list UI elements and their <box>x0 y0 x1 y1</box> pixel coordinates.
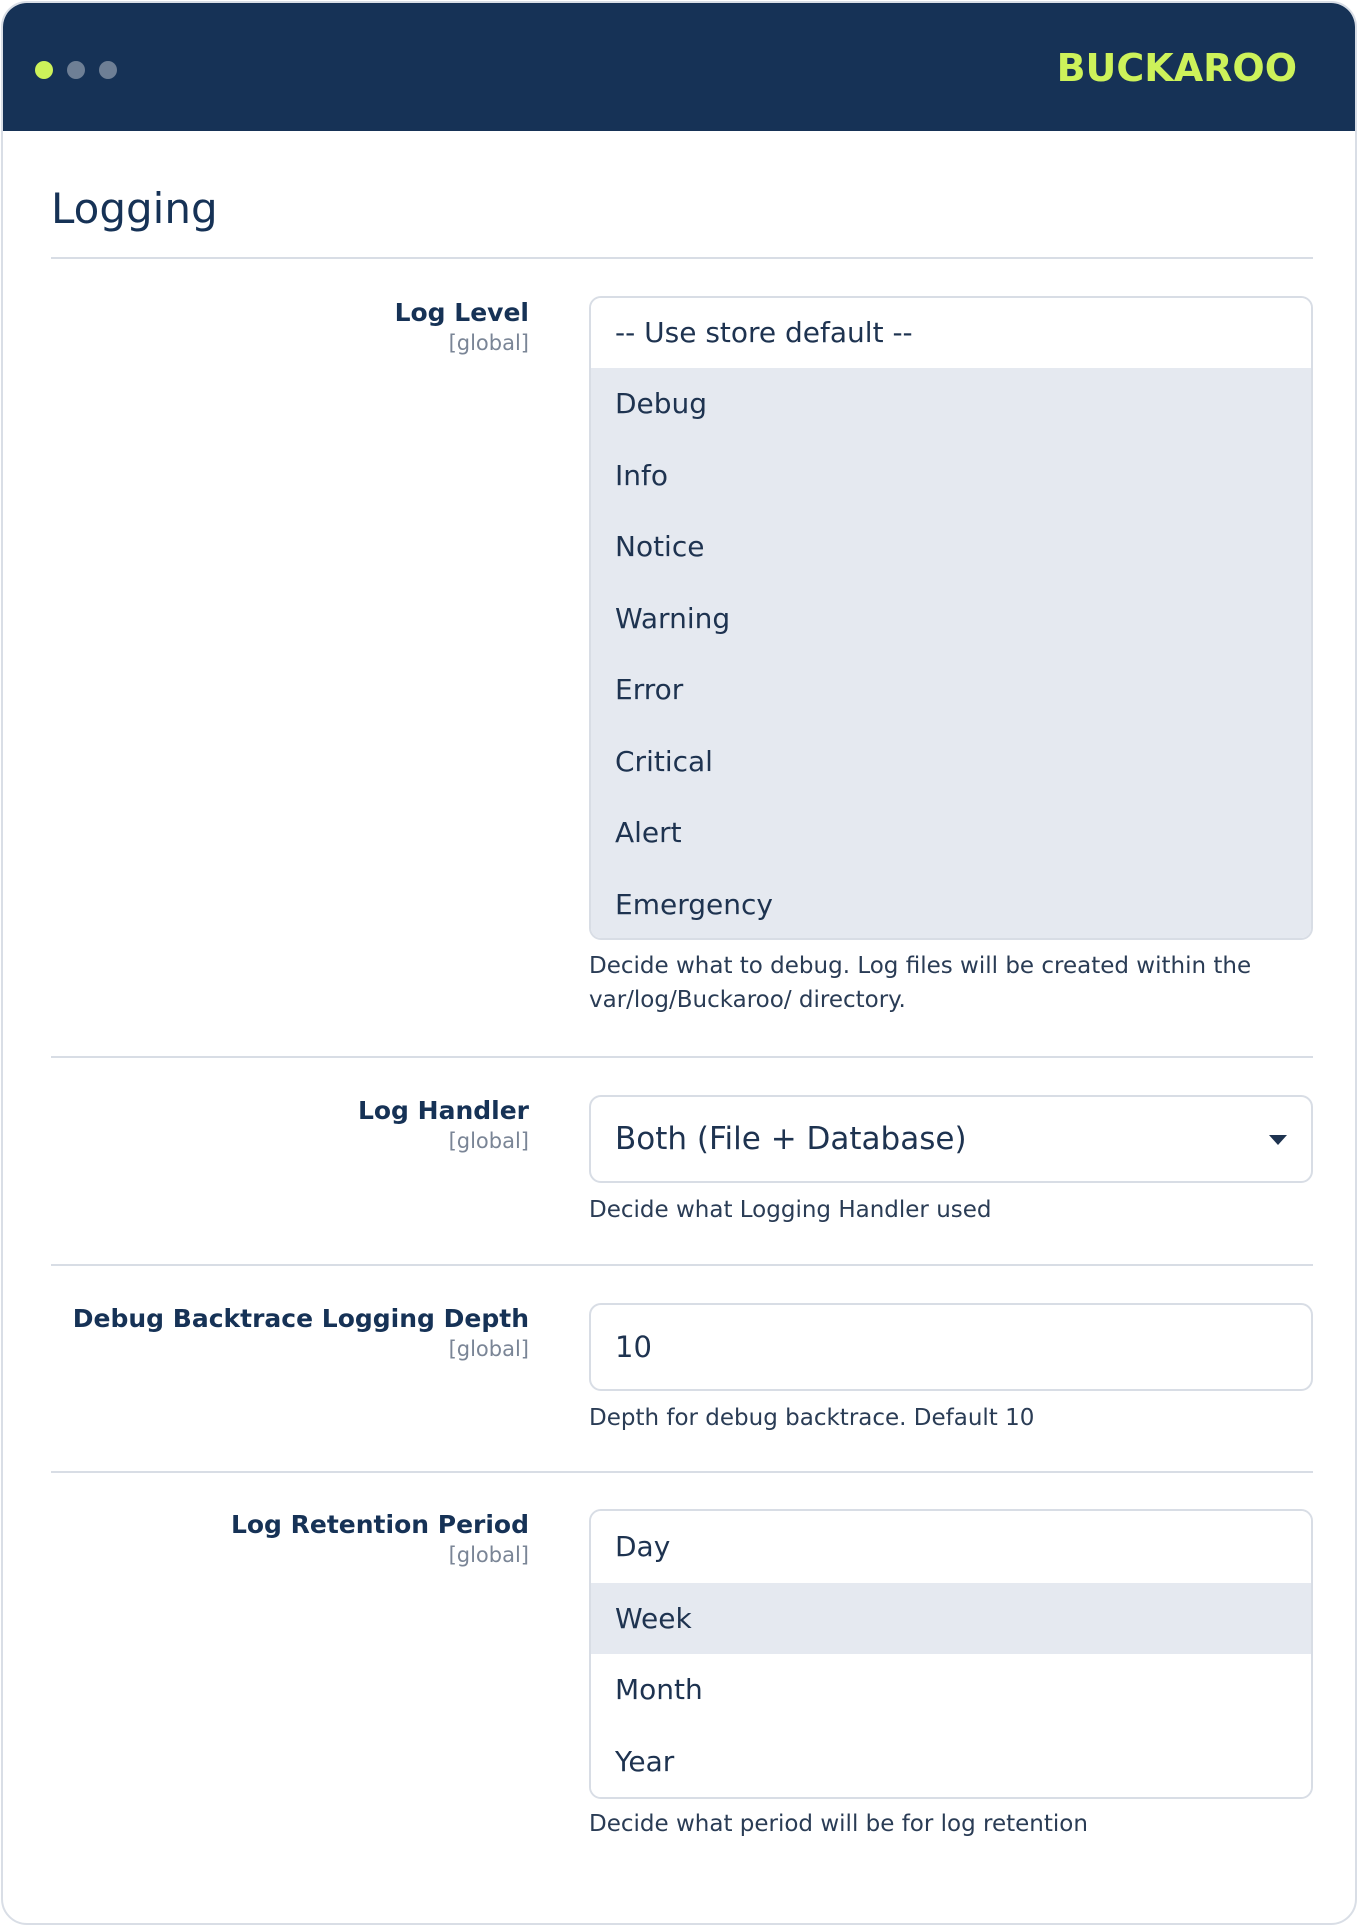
log-level-multiselect[interactable] <box>589 296 1313 940</box>
log-retention-label: Log Retention Period <box>230 1510 529 1539</box>
log-retention-option[interactable]: Month <box>591 1654 1311 1726</box>
log-level-note: Decide what to debug. Log files will be created within the var/log/Buckaroo/ directory. <box>589 953 1252 1013</box>
log-level-option[interactable]: Warning <box>591 583 1311 655</box>
log-retention-listbox[interactable] <box>589 1509 1313 1799</box>
backtrace-depth-scope: [global] <box>448 1337 529 1361</box>
log-retention-scope: [global] <box>448 1543 529 1567</box>
window-titlebar <box>3 3 1355 131</box>
backtrace-depth-input[interactable]: 10 <box>589 1303 1313 1391</box>
window-dot-inactive <box>99 61 117 79</box>
log-handler-select[interactable] <box>589 1095 1313 1183</box>
log-level-option[interactable]: -- Use store default -- <box>591 298 1311 368</box>
log-level-option[interactable]: Emergency <box>591 869 1311 941</box>
log-handler-scope: [global] <box>448 1129 529 1153</box>
divider <box>51 257 1313 259</box>
caret-down-icon <box>1269 1135 1287 1145</box>
window-dot-inactive <box>67 61 85 79</box>
log-retention-option[interactable]: Year <box>591 1726 1311 1798</box>
log-retention-option[interactable]: Day <box>591 1511 1311 1583</box>
log-level-option[interactable]: Info <box>591 440 1311 512</box>
log-retention-note: Decide what period will be for log retention <box>589 1811 1088 1837</box>
page-title: Logging <box>51 184 218 233</box>
log-retention-option-selected[interactable]: Week <box>591 1583 1311 1655</box>
log-level-option[interactable]: Alert <box>591 797 1311 869</box>
log-level-label: Log Level <box>394 298 529 327</box>
divider <box>51 1056 1313 1058</box>
backtrace-depth-note: Depth for debug backtrace. Default 10 <box>589 1405 1035 1431</box>
log-level-option[interactable]: Error <box>591 654 1311 726</box>
log-level-option[interactable]: Notice <box>591 511 1311 583</box>
app-window <box>1 1 1357 1925</box>
divider <box>51 1471 1313 1473</box>
log-level-option[interactable]: Debug <box>591 368 1311 440</box>
log-level-option[interactable]: Critical <box>591 726 1311 798</box>
buckaroo-logo: BUCKAROO <box>1056 46 1297 90</box>
log-handler-value: Both (File + Database) <box>615 1121 967 1157</box>
divider <box>51 1264 1313 1266</box>
log-level-scope: [global] <box>448 331 529 355</box>
log-handler-label: Log Handler <box>357 1096 529 1125</box>
window-dot-active <box>35 61 53 79</box>
backtrace-depth-label: Debug Backtrace Logging Depth <box>72 1304 529 1333</box>
log-handler-note: Decide what Logging Handler used <box>589 1197 992 1223</box>
settings-content <box>3 131 1355 1923</box>
